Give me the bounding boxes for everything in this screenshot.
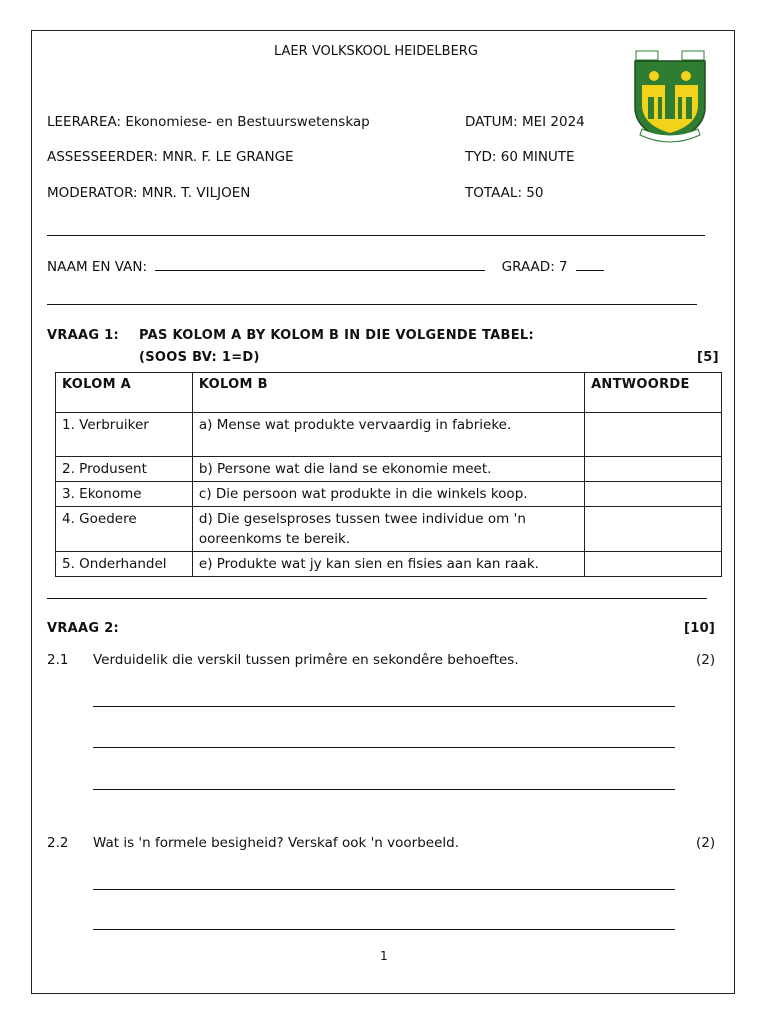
name-row bbox=[47, 256, 604, 275]
school-name: LAER VOLKSKOOL HEIDELBERG bbox=[274, 44, 478, 59]
school-crest-icon bbox=[632, 49, 708, 147]
question-2-2-number: 2.2 bbox=[47, 835, 69, 851]
date-line: DATUM: MEI 2024 bbox=[465, 114, 585, 130]
answer-cell[interactable] bbox=[585, 552, 722, 577]
question1-instruction: PAS KOLOM A BY KOLOM B IN DIE VOLGENDE TABEL: bbox=[139, 328, 534, 343]
kolom-a-cell: 3. Ekonome bbox=[56, 482, 193, 507]
column-header: ANTWOORDE bbox=[585, 373, 722, 413]
kolom-a-cell: 1. Verbruiker bbox=[56, 413, 193, 457]
kolom-a-cell: 2. Produsent bbox=[56, 457, 193, 482]
moderator-line: MODERATOR: MNR. T. VILJOEN bbox=[47, 185, 251, 201]
table-row bbox=[56, 413, 722, 457]
table-row bbox=[56, 507, 722, 552]
question2-title: VRAAG 2: bbox=[47, 621, 120, 636]
subject-line: LEERAREA: Ekonomiese- en Bestuurswetenskap bbox=[47, 114, 370, 130]
column-header: KOLOM A bbox=[56, 373, 193, 413]
table-row bbox=[56, 457, 722, 482]
answer-line[interactable] bbox=[93, 929, 675, 930]
kolom-b-cell: b) Persone wat die land se ekonomie meet. bbox=[192, 457, 584, 482]
table-row bbox=[56, 482, 722, 507]
question-2-2-text: Wat is 'n formele besigheid? Verskaf ook 'n voorbeeld. bbox=[93, 835, 459, 851]
table-header-row bbox=[56, 373, 722, 413]
matching-table bbox=[55, 372, 722, 577]
divider bbox=[47, 304, 697, 305]
answer-line[interactable] bbox=[93, 889, 675, 890]
grade-label: GRAAD: 7 bbox=[501, 259, 568, 275]
time-line: TYD: 60 MINUTE bbox=[465, 149, 575, 165]
question-2-1-marks: (2) bbox=[696, 652, 716, 668]
answer-cell[interactable] bbox=[585, 457, 722, 482]
divider bbox=[47, 235, 705, 236]
answer-cell[interactable] bbox=[585, 507, 722, 552]
question1-example: (SOOS BV: 1=D) bbox=[139, 350, 260, 365]
answer-line[interactable] bbox=[93, 789, 675, 790]
column-header: KOLOM B bbox=[192, 373, 584, 413]
question-2-1-text: Verduidelik die verskil tussen primêre en sekondêre behoeftes. bbox=[93, 652, 519, 668]
question-2-1-number: 2.1 bbox=[47, 652, 69, 668]
question2-marks: [10] bbox=[684, 621, 716, 636]
total-line: TOTAAL: 50 bbox=[465, 185, 544, 201]
assessor-line: ASSESSEERDER: MNR. F. LE GRANGE bbox=[47, 149, 294, 165]
answer-line[interactable] bbox=[93, 706, 675, 707]
name-label: NAAM EN VAN: bbox=[47, 259, 148, 275]
kolom-b-cell: c) Die persoon wat produkte in die winkels koop. bbox=[192, 482, 584, 507]
name-input[interactable] bbox=[155, 256, 485, 271]
grade-input[interactable] bbox=[576, 256, 604, 271]
kolom-a-cell: 4. Goedere bbox=[56, 507, 193, 552]
page-number: 1 bbox=[380, 949, 388, 963]
table-row bbox=[56, 552, 722, 577]
kolom-a-cell: 5. Onderhandel bbox=[56, 552, 193, 577]
answer-cell[interactable] bbox=[585, 482, 722, 507]
question-2-2-marks: (2) bbox=[696, 835, 716, 851]
kolom-b-cell: d) Die geselsproses tussen twee individue om 'n ooreenkoms te bereik. bbox=[192, 507, 584, 552]
question1-title: VRAAG 1: bbox=[47, 328, 120, 343]
kolom-b-cell: e) Produkte wat jy kan sien en fisies aan kan raak. bbox=[192, 552, 584, 577]
divider bbox=[47, 598, 707, 599]
answer-line[interactable] bbox=[93, 747, 675, 748]
kolom-b-cell: a) Mense wat produkte vervaardig in fabrieke. bbox=[192, 413, 584, 457]
answer-cell[interactable] bbox=[585, 413, 722, 457]
question1-marks: [5] bbox=[697, 350, 719, 365]
exam-page bbox=[31, 30, 735, 994]
